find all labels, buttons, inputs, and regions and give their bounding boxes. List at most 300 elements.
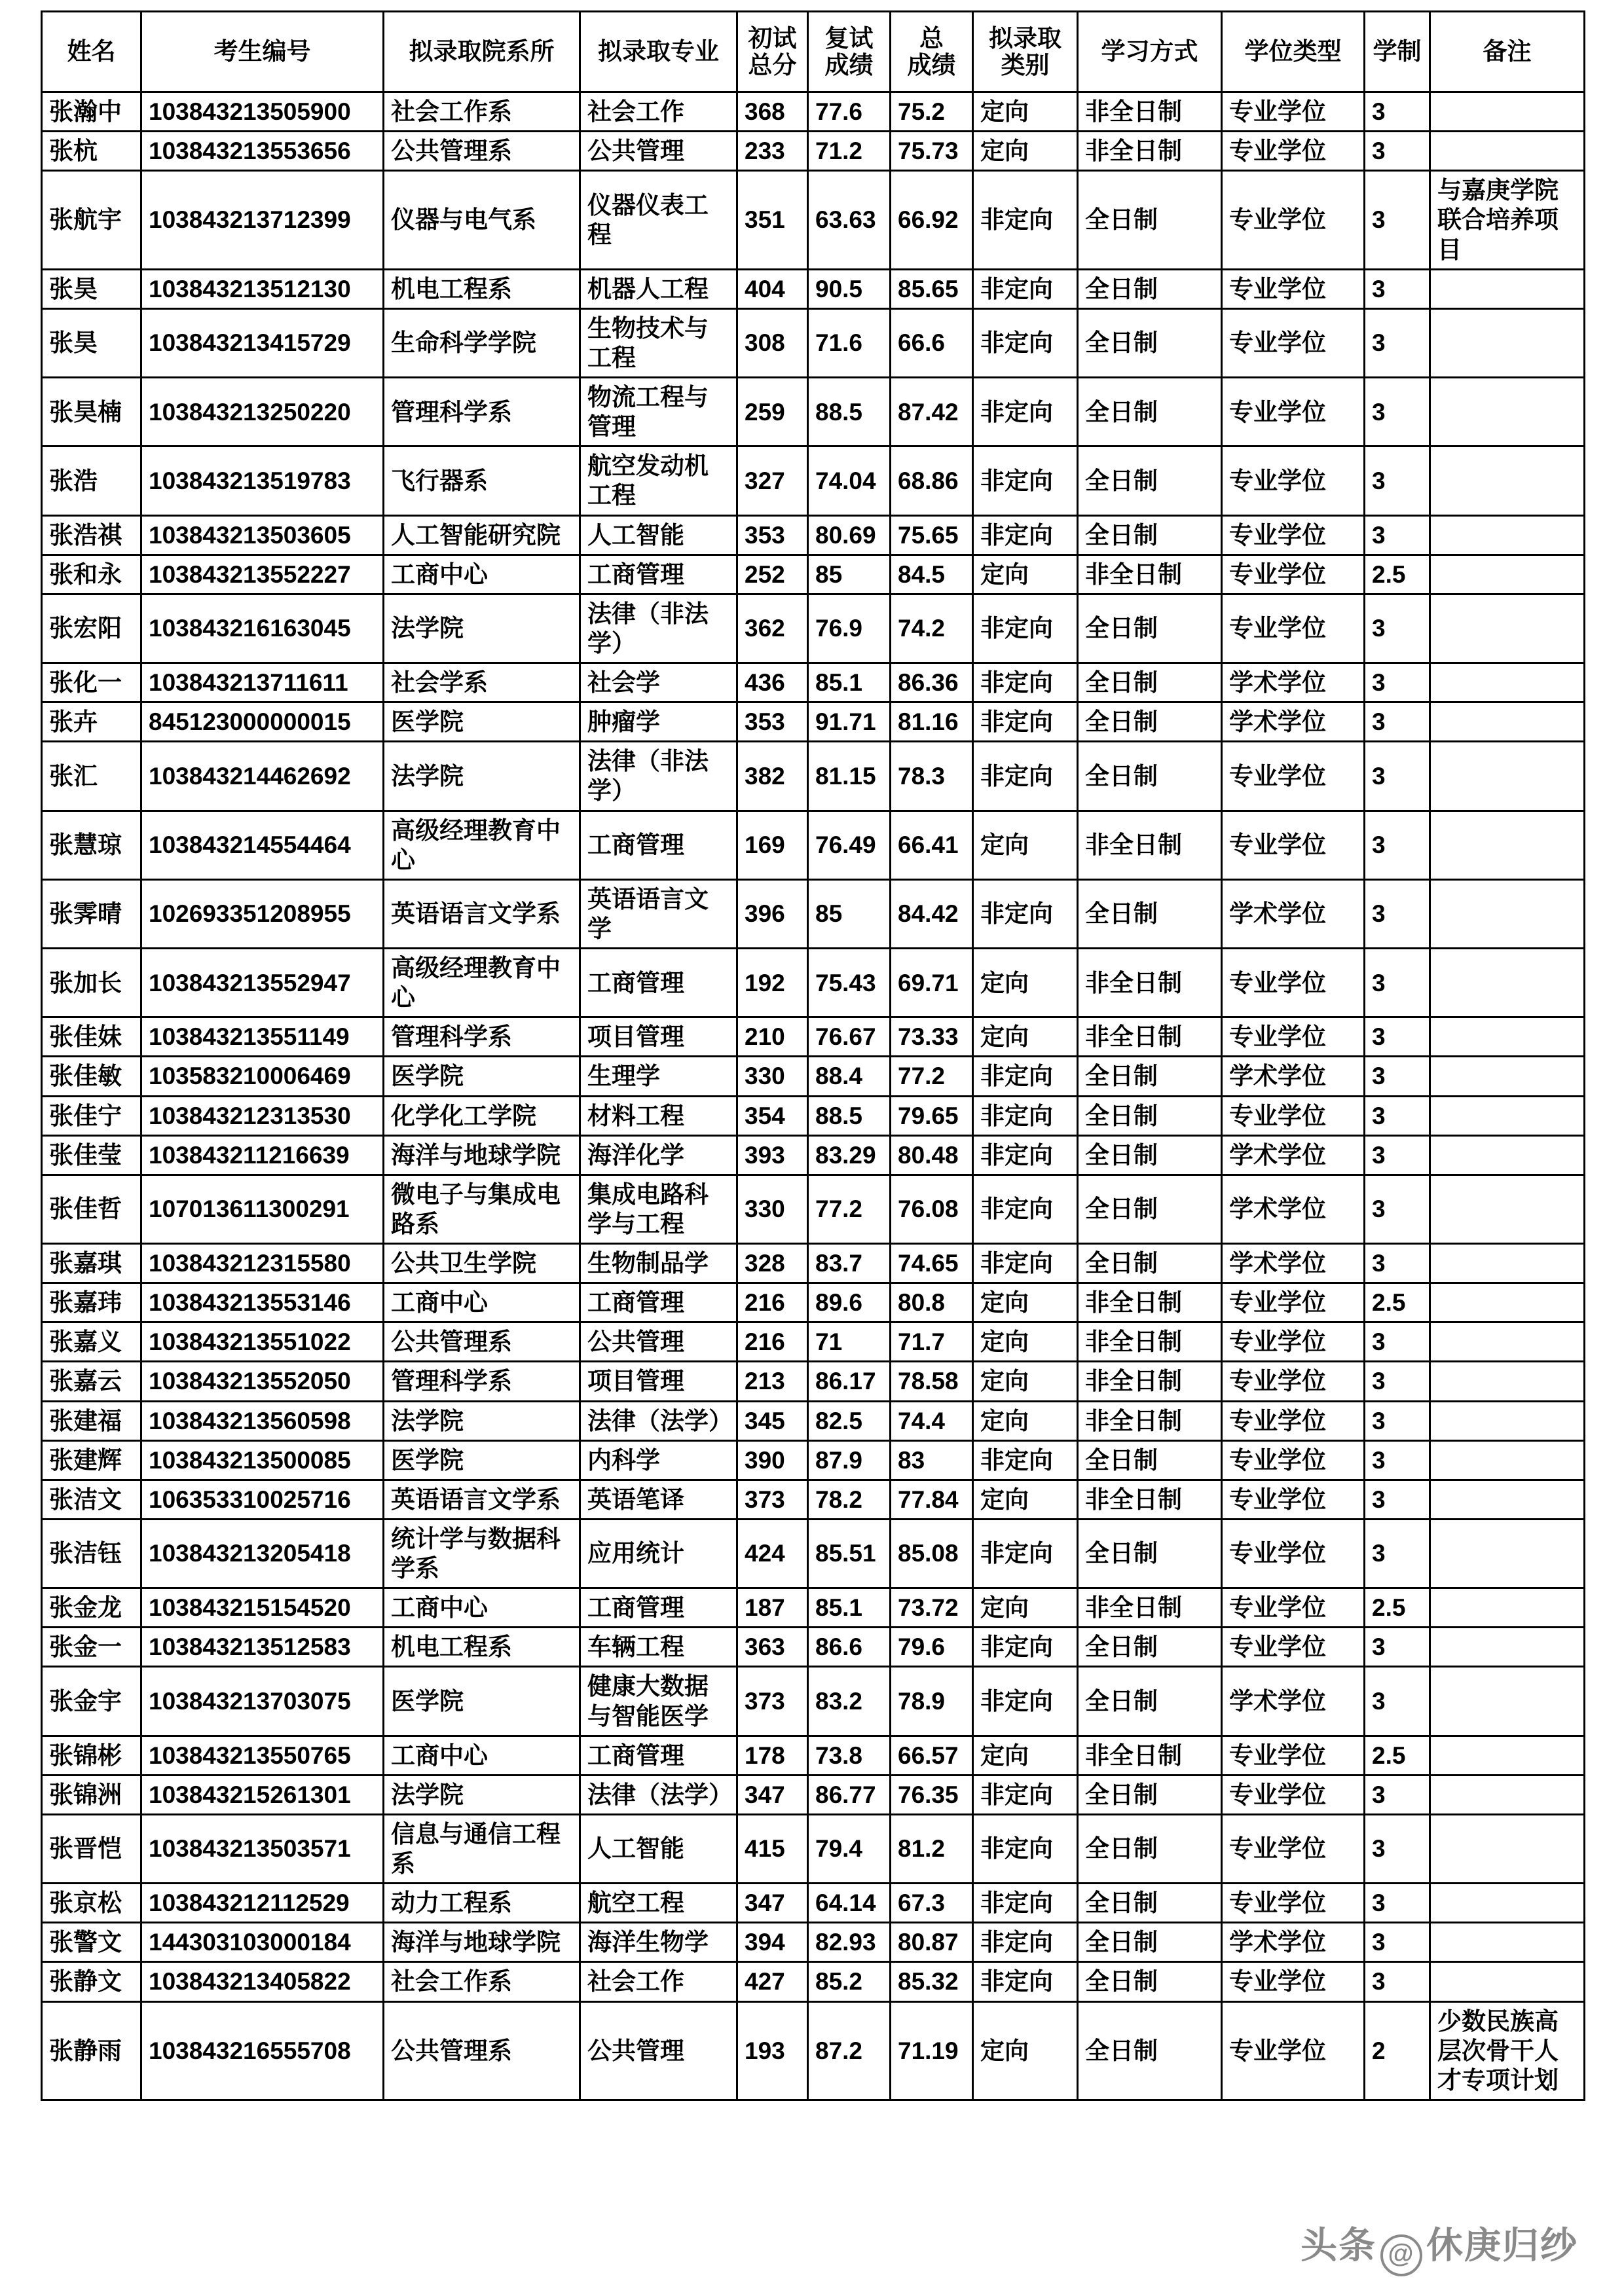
cell-dept: 高级经理教育中心 [384,949,580,1017]
cell-name: 张建福 [42,1401,141,1440]
cell-admission-category: 定向 [973,1736,1078,1775]
cell-total-score: 75.65 [891,515,973,555]
cell-degree-type: 专业学位 [1222,1017,1365,1057]
cell-degree-type: 专业学位 [1222,594,1365,663]
cell-admission-category: 定向 [973,132,1078,171]
cell-name: 张嘉琪 [42,1244,141,1283]
cell-admission-category: 非定向 [973,663,1078,702]
cell-major: 车辆工程 [580,1628,737,1667]
cell-dept: 信息与通信工程系 [384,1814,580,1883]
cell-major: 物流工程与管理 [580,378,737,446]
cell-retest-score: 71.2 [808,132,891,171]
cell-dept: 法学院 [384,742,580,811]
cell-dept: 公共管理系 [384,1322,580,1362]
cell-id: 103843213560598 [141,1401,384,1440]
cell-admission-category: 非定向 [973,1962,1078,2001]
cell-dept: 社会学系 [384,663,580,702]
cell-major: 英语笔译 [580,1480,737,1519]
table-row [42,1401,1585,1440]
cell-duration: 3 [1365,702,1430,742]
col-header-name [42,12,141,92]
cell-retest-score: 90.5 [808,269,891,308]
cell-duration: 2.5 [1365,1736,1430,1775]
col-header-remarks [1430,12,1585,92]
cell-remarks [1430,1440,1585,1480]
cell-dept: 人工智能研究院 [384,515,580,555]
cell-id: 103843216555708 [141,2001,384,2100]
cell-major: 人工智能 [580,1814,737,1883]
cell-preliminary-score: 169 [737,811,808,879]
cell-admission-category: 非定向 [973,879,1078,948]
cell-dept: 仪器与电气系 [384,171,580,269]
table-header [42,12,1585,92]
cell-total-score: 73.72 [891,1588,973,1628]
cell-duration: 3 [1365,594,1430,663]
table-row [42,1096,1585,1135]
table-row [42,1736,1585,1775]
cell-major: 法律（法学） [580,1775,737,1814]
cell-degree-type: 专业学位 [1222,1588,1365,1628]
cell-retest-score: 77.6 [808,92,891,132]
cell-total-score: 85.08 [891,1519,973,1588]
table-body [42,92,1585,2100]
cell-degree-type: 专业学位 [1222,1775,1365,1814]
cell-name: 张建辉 [42,1440,141,1480]
cell-study-mode: 全日制 [1078,446,1222,515]
cell-retest-score: 83.7 [808,1244,891,1283]
cell-remarks [1430,92,1585,132]
cell-id: 103843213712399 [141,171,384,269]
cell-preliminary-score: 216 [737,1283,808,1322]
table-row [42,1057,1585,1096]
cell-duration: 3 [1365,1667,1430,1736]
cell-name: 张昊 [42,308,141,377]
col-header-degree-type [1222,12,1365,92]
cell-study-mode: 全日制 [1078,171,1222,269]
cell-degree-type: 学术学位 [1222,1667,1365,1736]
table-row [42,446,1585,515]
cell-preliminary-score: 187 [737,1588,808,1628]
cell-study-mode: 全日制 [1078,1775,1222,1814]
cell-admission-category: 定向 [973,1480,1078,1519]
cell-id: 107013611300291 [141,1175,384,1243]
cell-study-mode: 全日制 [1078,663,1222,702]
col-header-retest-score [808,12,891,92]
cell-dept: 法学院 [384,1775,580,1814]
table-row [42,1322,1585,1362]
cell-duration: 3 [1365,378,1430,446]
cell-degree-type: 学术学位 [1222,1244,1365,1283]
admission-list-sheet [41,10,1583,2101]
cell-retest-score: 89.6 [808,1283,891,1322]
cell-admission-category: 定向 [973,811,1078,879]
cell-preliminary-score: 345 [737,1401,808,1440]
cell-id: 103843216163045 [141,594,384,663]
cell-retest-score: 85 [808,555,891,594]
cell-study-mode: 非全日制 [1078,949,1222,1017]
cell-name: 张佳莹 [42,1135,141,1175]
cell-total-score: 73.33 [891,1017,973,1057]
cell-preliminary-score: 427 [737,1962,808,2001]
cell-admission-category: 定向 [973,555,1078,594]
cell-preliminary-score: 327 [737,446,808,515]
cell-dept: 管理科学系 [384,378,580,446]
cell-admission-category: 非定向 [973,1775,1078,1814]
cell-total-score: 75.73 [891,132,973,171]
table-row [42,378,1585,446]
table-row [42,1923,1585,1962]
cell-preliminary-score: 393 [737,1135,808,1175]
cell-study-mode: 全日制 [1078,702,1222,742]
cell-study-mode: 全日制 [1078,378,1222,446]
cell-remarks [1430,1923,1585,1962]
cell-id: 845123000000015 [141,702,384,742]
cell-id: 103843214554464 [141,811,384,879]
cell-major: 航空工程 [580,1884,737,1923]
cell-retest-score: 79.4 [808,1814,891,1883]
cell-degree-type: 专业学位 [1222,1362,1365,1401]
cell-retest-score: 75.43 [808,949,891,1017]
cell-duration: 3 [1365,1884,1430,1923]
cell-id: 103843213503571 [141,1814,384,1883]
cell-remarks [1430,132,1585,171]
cell-major: 工商管理 [580,811,737,879]
table-row [42,1814,1585,1883]
cell-total-score: 78.58 [891,1362,973,1401]
cell-major: 公共管理 [580,1322,737,1362]
cell-dept: 机电工程系 [384,1628,580,1667]
col-header-total-line1: 总 [919,24,944,52]
table-row [42,92,1585,132]
cell-total-score: 76.35 [891,1775,973,1814]
cell-name: 张佳敏 [42,1057,141,1096]
cell-name: 张京松 [42,1884,141,1923]
cell-degree-type: 专业学位 [1222,1884,1365,1923]
table-row [42,171,1585,269]
cell-major: 海洋生物学 [580,1923,737,1962]
cell-dept: 统计学与数据科学系 [384,1519,580,1588]
cell-id: 102693351208955 [141,879,384,948]
cell-remarks [1430,446,1585,515]
cell-preliminary-score: 363 [737,1628,808,1667]
cell-duration: 3 [1365,1440,1430,1480]
cell-total-score: 85.65 [891,269,973,308]
cell-total-score: 80.48 [891,1135,973,1175]
cell-remarks [1430,742,1585,811]
cell-remarks [1430,1884,1585,1923]
cell-degree-type: 专业学位 [1222,1480,1365,1519]
table-row [42,132,1585,171]
cell-duration: 3 [1365,171,1430,269]
col-header-duration-label: 学制 [1373,38,1422,65]
cell-duration: 3 [1365,663,1430,702]
cell-dept: 公共管理系 [384,132,580,171]
cell-degree-type: 专业学位 [1222,742,1365,811]
cell-degree-type: 专业学位 [1222,1628,1365,1667]
cell-study-mode: 非全日制 [1078,1362,1222,1401]
cell-preliminary-score: 354 [737,1096,808,1135]
cell-remarks [1430,1775,1585,1814]
cell-preliminary-score: 192 [737,949,808,1017]
cell-duration: 3 [1365,1244,1430,1283]
cell-study-mode: 全日制 [1078,594,1222,663]
cell-admission-category: 非定向 [973,1096,1078,1135]
cell-dept: 英语语言文学系 [384,879,580,948]
cell-degree-type: 专业学位 [1222,555,1365,594]
col-header-preliminary-line1: 初试 [748,24,797,52]
cell-study-mode: 非全日制 [1078,1736,1222,1775]
cell-study-mode: 全日制 [1078,879,1222,948]
cell-name: 张慧琼 [42,811,141,879]
table-row [42,1588,1585,1628]
cell-degree-type: 学术学位 [1222,1135,1365,1175]
cell-major: 公共管理 [580,2001,737,2100]
cell-study-mode: 全日制 [1078,1057,1222,1096]
cell-preliminary-score: 394 [737,1923,808,1962]
cell-remarks [1430,879,1585,948]
cell-degree-type: 学术学位 [1222,663,1365,702]
cell-retest-score: 86.17 [808,1362,891,1401]
cell-retest-score: 76.49 [808,811,891,879]
cell-major: 法律（法学） [580,1401,737,1440]
cell-total-score: 85.32 [891,1962,973,2001]
cell-duration: 3 [1365,1057,1430,1096]
header-row [42,12,1585,92]
cell-id: 103843213505900 [141,92,384,132]
cell-dept: 工商中心 [384,1736,580,1775]
cell-retest-score: 88.4 [808,1057,891,1096]
cell-study-mode: 全日制 [1078,1962,1222,2001]
col-header-remarks-label: 备注 [1483,38,1532,65]
cell-total-score: 84.42 [891,879,973,948]
cell-total-score: 71.19 [891,2001,973,2100]
cell-name: 张晋恺 [42,1814,141,1883]
cell-id: 103843214462692 [141,742,384,811]
cell-duration: 3 [1365,742,1430,811]
cell-degree-type: 学术学位 [1222,1923,1365,1962]
cell-total-score: 71.7 [891,1322,973,1362]
cell-id: 103843213552947 [141,949,384,1017]
cell-name: 张瀚中 [42,92,141,132]
cell-total-score: 78.9 [891,1667,973,1736]
cell-remarks [1430,949,1585,1017]
cell-major: 健康大数据与智能医学 [580,1667,737,1736]
cell-preliminary-score: 351 [737,171,808,269]
cell-admission-category: 非定向 [973,594,1078,663]
cell-id: 103583210006469 [141,1057,384,1096]
cell-major: 生理学 [580,1057,737,1096]
cell-major: 法律（非法学） [580,742,737,811]
watermark [1301,2217,1578,2276]
cell-remarks [1430,1588,1585,1628]
cell-duration: 3 [1365,1480,1430,1519]
cell-preliminary-score: 252 [737,555,808,594]
cell-duration: 2 [1365,2001,1430,2100]
table-row [42,1962,1585,2001]
cell-dept: 医学院 [384,702,580,742]
cell-dept: 法学院 [384,594,580,663]
cell-degree-type: 学术学位 [1222,1057,1365,1096]
cell-name: 张航宇 [42,171,141,269]
cell-degree-type: 专业学位 [1222,949,1365,1017]
cell-duration: 3 [1365,1628,1430,1667]
cell-total-score: 74.2 [891,594,973,663]
cell-remarks [1430,1736,1585,1775]
cell-admission-category: 非定向 [973,1244,1078,1283]
cell-major: 项目管理 [580,1362,737,1401]
cell-duration: 3 [1365,1175,1430,1243]
cell-total-score: 74.65 [891,1244,973,1283]
cell-preliminary-score: 330 [737,1057,808,1096]
cell-total-score: 81.2 [891,1814,973,1883]
cell-total-score: 81.16 [891,702,973,742]
cell-preliminary-score: 353 [737,702,808,742]
cell-study-mode: 非全日制 [1078,1588,1222,1628]
cell-duration: 3 [1365,269,1430,308]
cell-degree-type: 专业学位 [1222,1401,1365,1440]
cell-degree-type: 专业学位 [1222,446,1365,515]
cell-id: 103843215261301 [141,1775,384,1814]
cell-preliminary-score: 233 [737,132,808,171]
cell-remarks [1430,1175,1585,1243]
cell-total-score: 69.71 [891,949,973,1017]
cell-preliminary-score: 436 [737,663,808,702]
cell-id: 103843212313530 [141,1096,384,1135]
cell-total-score: 66.92 [891,171,973,269]
cell-total-score: 87.42 [891,378,973,446]
cell-remarks [1430,1096,1585,1135]
cell-id: 103843215154520 [141,1588,384,1628]
cell-id: 103843213205418 [141,1519,384,1588]
col-header-degree-type-label: 学位类型 [1244,38,1342,65]
cell-total-score: 66.41 [891,811,973,879]
cell-study-mode: 非全日制 [1078,555,1222,594]
cell-dept: 医学院 [384,1057,580,1096]
cell-major: 社会学 [580,663,737,702]
cell-retest-score: 76.67 [808,1017,891,1057]
col-header-category-line1: 拟录取 [989,24,1061,52]
cell-duration: 3 [1365,1401,1430,1440]
cell-name: 张洁文 [42,1480,141,1519]
cell-id: 106353310025716 [141,1480,384,1519]
cell-study-mode: 全日制 [1078,1244,1222,1283]
col-header-dept [384,12,580,92]
cell-duration: 2.5 [1365,555,1430,594]
cell-degree-type: 专业学位 [1222,171,1365,269]
col-header-major-label: 拟录取专业 [598,38,719,65]
cell-name: 张嘉云 [42,1362,141,1401]
cell-retest-score: 74.04 [808,446,891,515]
cell-major: 工商管理 [580,555,737,594]
table-row [42,1667,1585,1736]
cell-study-mode: 全日制 [1078,742,1222,811]
cell-name: 张杭 [42,132,141,171]
cell-degree-type: 专业学位 [1222,378,1365,446]
cell-preliminary-score: 213 [737,1362,808,1401]
cell-id: 103843213711611 [141,663,384,702]
cell-remarks [1430,1667,1585,1736]
cell-duration: 3 [1365,811,1430,879]
cell-name: 张警文 [42,1923,141,1962]
table-row [42,1775,1585,1814]
cell-duration: 3 [1365,515,1430,555]
cell-remarks [1430,1401,1585,1440]
cell-major: 仪器仪表工程 [580,171,737,269]
cell-admission-category: 非定向 [973,1519,1078,1588]
cell-preliminary-score: 210 [737,1017,808,1057]
cell-dept: 高级经理教育中心 [384,811,580,879]
cell-admission-category: 定向 [973,1017,1078,1057]
cell-name: 张静雨 [42,2001,141,2100]
cell-retest-score: 77.2 [808,1175,891,1243]
cell-major: 生物制品学 [580,1244,737,1283]
table-row [42,1017,1585,1057]
cell-admission-category: 非定向 [973,1440,1078,1480]
cell-id: 144303103000184 [141,1923,384,1962]
cell-duration: 3 [1365,1135,1430,1175]
cell-dept: 微电子与集成电路系 [384,1175,580,1243]
admission-table [41,10,1585,2101]
col-header-retest-line2: 成绩 [824,52,874,79]
table-row [42,1175,1585,1243]
cell-id: 103843213553656 [141,132,384,171]
cell-duration: 3 [1365,446,1430,515]
cell-id: 103843213405822 [141,1962,384,2001]
cell-name: 张金一 [42,1628,141,1667]
col-header-retest-line1: 复试 [824,24,874,52]
cell-id: 103843212112529 [141,1884,384,1923]
cell-dept: 管理科学系 [384,1362,580,1401]
table-row [42,663,1585,702]
cell-degree-type: 专业学位 [1222,1096,1365,1135]
watermark-prefix: 头条 [1301,2225,1376,2266]
table-row [42,1244,1585,1283]
table-row [42,702,1585,742]
cell-dept: 法学院 [384,1401,580,1440]
col-header-name-label: 姓名 [67,38,116,65]
cell-remarks [1430,1362,1585,1401]
cell-degree-type: 学术学位 [1222,1175,1365,1243]
cell-dept: 海洋与地球学院 [384,1923,580,1962]
col-header-major [580,12,737,92]
cell-remarks: 与嘉庚学院联合培养项目 [1430,171,1585,269]
table-row [42,879,1585,948]
cell-major: 肿瘤学 [580,702,737,742]
table-row [42,1480,1585,1519]
cell-preliminary-score: 382 [737,742,808,811]
col-header-total-line2: 成绩 [907,52,956,79]
cell-admission-category: 非定向 [973,446,1078,515]
cell-study-mode: 全日制 [1078,1884,1222,1923]
table-row [42,308,1585,377]
cell-dept: 化学化工学院 [384,1096,580,1135]
cell-retest-score: 85.2 [808,1962,891,2001]
col-header-admission-category [973,12,1078,92]
cell-remarks [1430,1244,1585,1283]
cell-total-score: 77.84 [891,1480,973,1519]
cell-preliminary-score: 330 [737,1175,808,1243]
cell-admission-category: 非定向 [973,515,1078,555]
cell-retest-score: 73.8 [808,1736,891,1775]
cell-id: 103843213512130 [141,269,384,308]
table-row [42,555,1585,594]
cell-dept: 生命科学学院 [384,308,580,377]
cell-remarks [1430,1480,1585,1519]
cell-preliminary-score: 328 [737,1244,808,1283]
cell-name: 张佳妹 [42,1017,141,1057]
cell-admission-category: 非定向 [973,1667,1078,1736]
cell-name: 张锦彬 [42,1736,141,1775]
